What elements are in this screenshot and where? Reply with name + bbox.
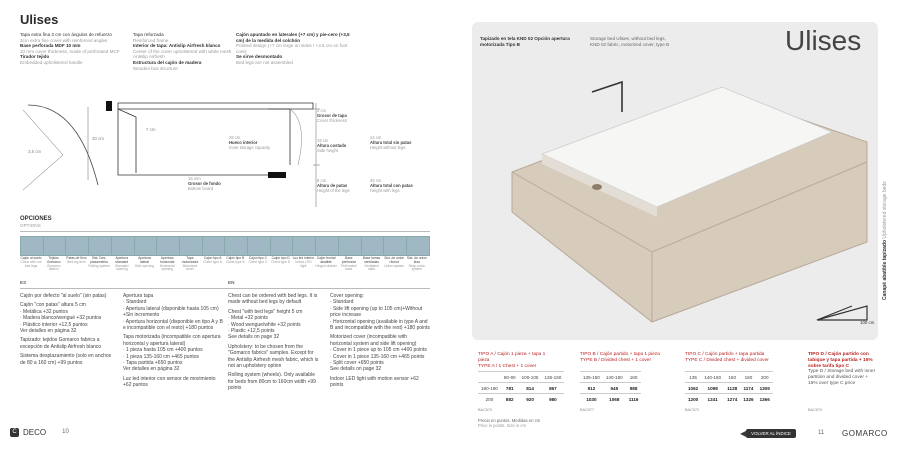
dim-label: 7 cm (146, 127, 156, 132)
footer-brand: DECO (23, 427, 47, 437)
dim-legs: 8 cm Altura de patas Height of the legs (317, 178, 350, 194)
option-icon (202, 236, 226, 256)
option-label: Cajón tipo A (203, 256, 222, 260)
product-photo (472, 22, 878, 340)
option-item (315, 236, 337, 268)
option-icon (179, 236, 203, 256)
type-b-block (580, 352, 680, 364)
dim-bottom: 16 mm Grosor de fondo Bottom board (188, 176, 221, 192)
type-subtitle: Type D / Storage bed with inner partition and divided cover + 15% over type C price (808, 369, 876, 386)
page-number: 10 (62, 429, 69, 435)
photo-title: Ulises (785, 25, 862, 56)
es-label: ES (20, 280, 27, 285)
option-label: Apertura horizontal (160, 256, 175, 264)
option-icon (338, 236, 362, 256)
option-label-en: Rolling system (88, 263, 110, 268)
options-text-en-2: Cover opening: · Standard · Side lift opening (up to 105 cm)+Without price increase · Horizontal opening (available in type A and B and incompatible with the rest) +180 points Motorized cover (incompatible with horizontal system and side lift opening) · Cover in 1 piece up to 105 cm +400 points · Cover in 1 piece 135-160 cm +465 points · Split cover +650 points See details on page 32 Indoor LED light with motion sensor +62 points (330, 293, 430, 389)
page-number: 11 (818, 430, 825, 436)
option-label-en: Standard opening (115, 263, 129, 272)
right-page (450, 0, 900, 450)
price-note: Precio en puntos. Medidas en cm Price in points. Size in cm (478, 418, 541, 428)
type-title: TIPO B / Cajón partido + tapa 1 pieza (580, 352, 660, 357)
dim-side: 19 cm Altura costado Side height (317, 138, 347, 154)
option-item (20, 236, 42, 268)
spec-item: Se sirve desmontado Bed legs are not assembled (236, 54, 293, 65)
spec-item: Base perforada MDF 10 mm 10 mm cover thickness, made of perforated MCF (20, 43, 120, 54)
option-icon (247, 236, 271, 256)
option-item (383, 236, 405, 268)
type-c-block (685, 352, 795, 364)
type-a-block (478, 352, 548, 369)
option-item (406, 236, 428, 272)
storage-bed-illustration (472, 22, 878, 340)
option-label: Base lamas ventiladas (362, 256, 381, 264)
options-text-es-2: Apertura tapa · Standard · Apertura lateral (disponible hasta 105 cm) +Sin incremento · Apertura horizontal (disponible en tipo A y B e incompatible con el resto) +180 puntos Tapa motorizada (incompatible con apertura horizontal y apertura lateral) · 1 pieza hasta 105 cm +400 puntos · 1 pieza 135-160 cm +465 puntos · Tapa partida +650 puntos Ver detalles en página 32 Luz led interior con sensor de movimiento +62 puntos (123, 293, 223, 389)
spec-item: Tirador tejido Embedded upholstered handle (20, 54, 83, 65)
option-label-en: Motorized cover (182, 263, 198, 272)
spec-column-2 (133, 32, 233, 71)
option-icon (406, 236, 430, 256)
dim-inner: 28 cm Hueco interior Inner storage capacity (229, 135, 271, 151)
options-text-es-1: Cajón por defecto "al suelo" (sin patas) Cajón "con patas" altura 5 cm · Metálica +32 puntos · Madera blanco/wengué +32 puntos · Plástico interior +12,5 puntos Ver detalles en página 32 Tapizado: tejidos Gomarco fabrics a excepción de Antislip Airfresh blanco Sistema desplazamiento (solo en anchos de 80 a 160 cm) +99 puntos (20, 293, 112, 366)
option-label-en: Hinged drawer (315, 263, 337, 268)
spec-item: Tapa extra fina 3 cm con ángulos de refuerzo 3cm extra fine cover with reinforced angles (20, 32, 112, 43)
option-label-en: Gomarco fabrics (46, 263, 61, 272)
option-item (65, 236, 87, 265)
option-label: Sist. Des-plazamiento (90, 256, 108, 264)
photo-caption-en: Storage bed Ulises, without bed legs, KND 02 fabric, motorized cover, type B (590, 36, 670, 47)
product-title: Ulises (20, 12, 59, 27)
option-icon (156, 236, 180, 256)
option-item (111, 236, 133, 272)
footer-brand: GOMARCO (842, 429, 888, 438)
dim-label: 30 cm (92, 136, 104, 141)
option-label: Cajón tipo B (226, 256, 245, 260)
option-item (270, 236, 292, 265)
option-item (338, 236, 360, 272)
spec-item: Tapa reforzada Reinforced frame (133, 32, 169, 43)
type-code: BAC572 (685, 408, 700, 412)
option-icon (224, 236, 248, 256)
option-label: Tejidos Gomarco (46, 256, 61, 264)
type-title: TIPO A / Cajón 1 pieza + tapa 1 pieza (478, 352, 546, 363)
option-label: Cajón tipo C (248, 256, 268, 260)
options-text-en-1: Chest can be ordered with bed legs. It is made without bed legs by default Chest "with bed legs" height 5 cm · Metal +32 points · Wood wengue/white +32 points · Plastic +12,5 points See details on page 32 Upholstery: to be chosen from the "Gomarco fabrics" samples. Except for the Antislip Airfresh mesh fabric, which is not an upholstery option Rolling system (wheels). Only available for beds from 80cm to 160cm width +99 points (228, 293, 319, 392)
option-label-en: Chest type A (203, 259, 222, 264)
option-label: Cajón tipo D (271, 256, 290, 260)
option-label: Luz led interior (292, 256, 315, 260)
option-label: Sist. de union rítmod (384, 256, 405, 264)
option-label-en: Strap union system (408, 263, 426, 272)
option-icon (315, 236, 339, 256)
back-to-index-button[interactable] (740, 428, 796, 438)
option-label-en: Side opening (134, 263, 155, 268)
deco-logo-icon: C (10, 428, 19, 437)
type-b-table: 135-150 140-150 160 912 945 988 1030 1068 1116 (580, 371, 641, 404)
option-icon (270, 236, 294, 256)
dim-total-no-legs: 24 cm Altura total sin patas Height without legs (370, 135, 412, 151)
option-label-en: Union system (384, 263, 405, 268)
option-item (292, 236, 314, 268)
option-icon (383, 236, 407, 256)
option-icon (361, 236, 385, 256)
dim-total-legs: 36 cm Altura total con patas Height with legs (370, 178, 413, 194)
en-label: EN (228, 280, 235, 285)
option-item (224, 236, 246, 265)
footer-left (10, 424, 69, 440)
type-d-block (808, 352, 878, 387)
option-label: Apertura lateral (138, 256, 151, 264)
spec-column-1 (20, 32, 130, 66)
option-icon (65, 236, 89, 256)
side-category-label: Canapé abatible tapizado Upholstered storage beds (882, 181, 888, 300)
type-subtitle: TYPE A / 1 Chest + 1 cover (478, 363, 537, 369)
type-title: TIPO D / Cajón partido con tabique y tapa partida + 15% sobre tarifa tipo C (808, 352, 873, 369)
spec-column-3 (236, 32, 358, 66)
option-item (247, 236, 269, 265)
option-icon (20, 236, 44, 256)
dimension-label: 100 cm (860, 320, 875, 325)
option-item (179, 236, 201, 272)
option-label-en: Chest type B (225, 259, 245, 264)
divider (20, 288, 430, 289)
option-item (43, 236, 65, 272)
type-code: BAC570 (808, 408, 823, 412)
spec-item: Interior de tapa: Antislip Airfresh blanco Center of the cover upholstered with white mesh Antislip Airfresh (133, 43, 232, 60)
option-label: Patas de 5cm (66, 256, 87, 260)
type-title: TIPO C / Cajón partido + tapa partida (685, 352, 765, 357)
option-item (361, 236, 383, 272)
dim-cover: 2 cm Grosor de tapa Cover thickness (317, 108, 347, 124)
options-subtitle: OPTIONS (20, 223, 41, 228)
type-code: BAC577 (580, 408, 595, 412)
option-label-en: Bed leg 5cm (67, 259, 86, 264)
type-subtitle: TYPE C / Divided chest + divided cover (685, 357, 769, 363)
option-label: Base perforada (341, 256, 356, 264)
type-subtitle: TYPE B / Divided chest + 1 cover (580, 357, 652, 363)
option-item (134, 236, 156, 268)
option-label-en: Perforated base (341, 263, 357, 272)
divider (20, 231, 430, 232)
option-label: Sist. de union tiras (406, 256, 427, 264)
spec-item: Estructura del cajón de madera Wooden box structure (133, 59, 202, 71)
option-label: Cajón al suelo (20, 256, 42, 260)
type-code: BAC570 (478, 408, 493, 412)
back-to-index-label: VOLVER AL ÍNDICE (746, 429, 796, 438)
option-label-en: Chest with-out bed legs (20, 259, 42, 268)
photo-caption-es: Tapizado en tela KND 02 Opción apertura motorizada Tipo B (480, 36, 570, 47)
option-icon (111, 236, 135, 256)
option-icon (134, 236, 158, 256)
option-icon (292, 236, 316, 256)
option-label-en: Chest type C (248, 259, 268, 264)
type-a-table: 80-90 100-105 135-150 180-190 781 814 867 200 882 920 980 (478, 371, 564, 404)
option-item (88, 236, 110, 268)
option-label-en: Chest type D (271, 259, 291, 264)
option-label: Apertura standard (115, 256, 129, 264)
arrow-left-icon: ◀ (740, 428, 747, 438)
option-label-en: Ventilated slats (364, 263, 379, 272)
option-icon (88, 236, 112, 256)
type-c-table: 135 140-150 160 180 200 1062 1098 1128 1174 1309 1200 1241 1274 1326 1366 (685, 371, 773, 404)
option-icon (43, 236, 67, 256)
spec-item: Cajón apuntado en laterales (+7 cm) y pie-cero (+3,5 cm) de la medida del colchón Pointed design (+7 cm large on sides / +3.5 cm on foot core) (236, 32, 350, 54)
option-label: Cajón frontal abatible (316, 256, 336, 264)
options-title: OPCIONES (20, 216, 52, 222)
option-label: Tapa motorizada (181, 256, 199, 264)
option-label-en: Indoor LED light (295, 259, 312, 268)
option-item (202, 236, 224, 265)
option-item (156, 236, 178, 272)
dim-label: 3,5 cm (28, 149, 42, 154)
option-label-en: Horizontal opening (159, 263, 175, 272)
